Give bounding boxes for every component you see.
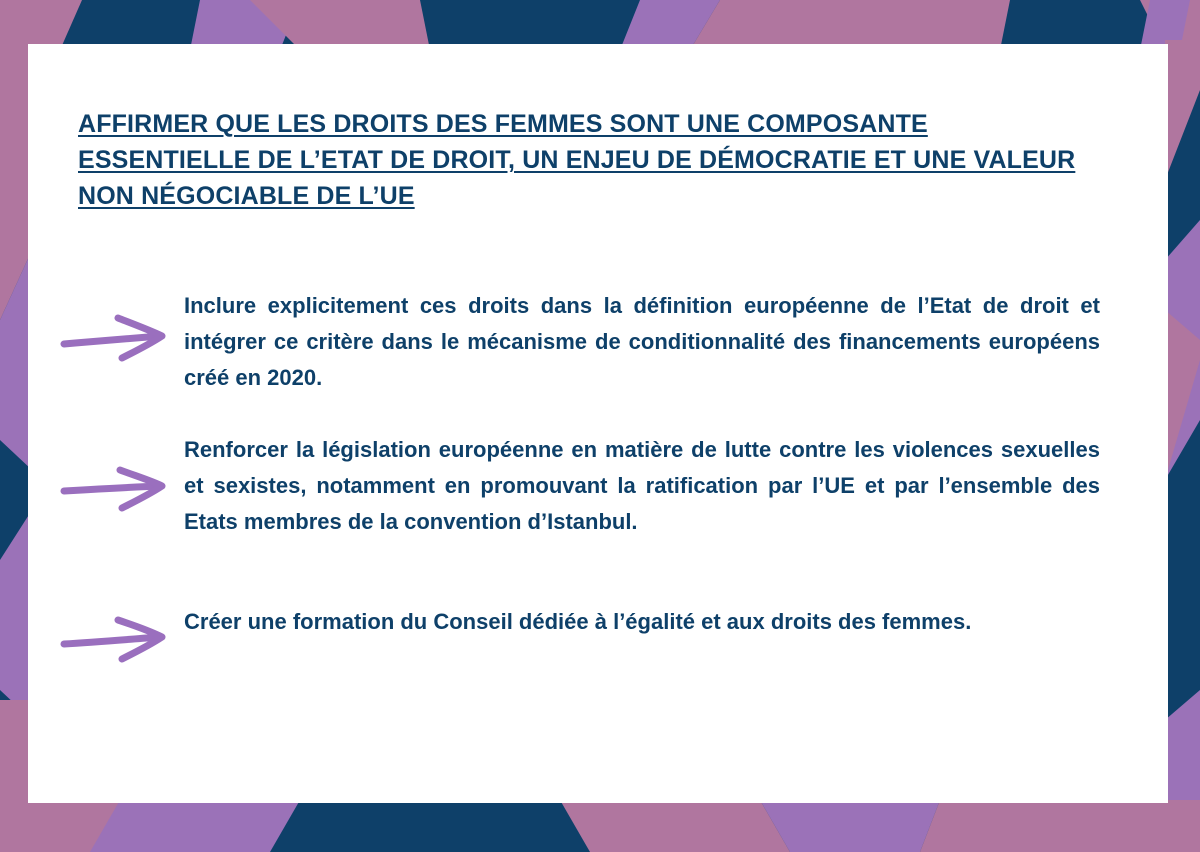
bullet-text-3: Créer une formation du Conseil dédiée à l’égalité et aux droits des femmes. [184, 609, 972, 634]
content-card [28, 44, 1168, 803]
bullet-text-2: Renforcer la législation européenne en matière de lutte contre les violences sexuelles et sexistes, notamment en promouvant la ratification par l’UE et par l’ensemble des Etats membres de la convention d’Istanbul. [184, 437, 1100, 534]
section-heading: AFFIRMER QUE LES DROITS DES FEMMES SONT UNE COMPOSANTE ESSENTIELLE DE L’ETAT DE DROIT, UN ENJEU DE DÉMOCRATIE ET UNE VALEUR NON NÉGOCIABLE DE L’UE [78, 110, 1076, 210]
bullet-text-1: Inclure explicitement ces droits dans la définition européenne de l’Etat de droit et intégrer ce critère dans le mécanisme de conditionnalité des financements européens créé en 2020. [184, 293, 1100, 390]
right-arrow-icon [58, 314, 170, 364]
right-arrow-icon [58, 616, 170, 666]
right-arrow-icon [58, 465, 170, 515]
